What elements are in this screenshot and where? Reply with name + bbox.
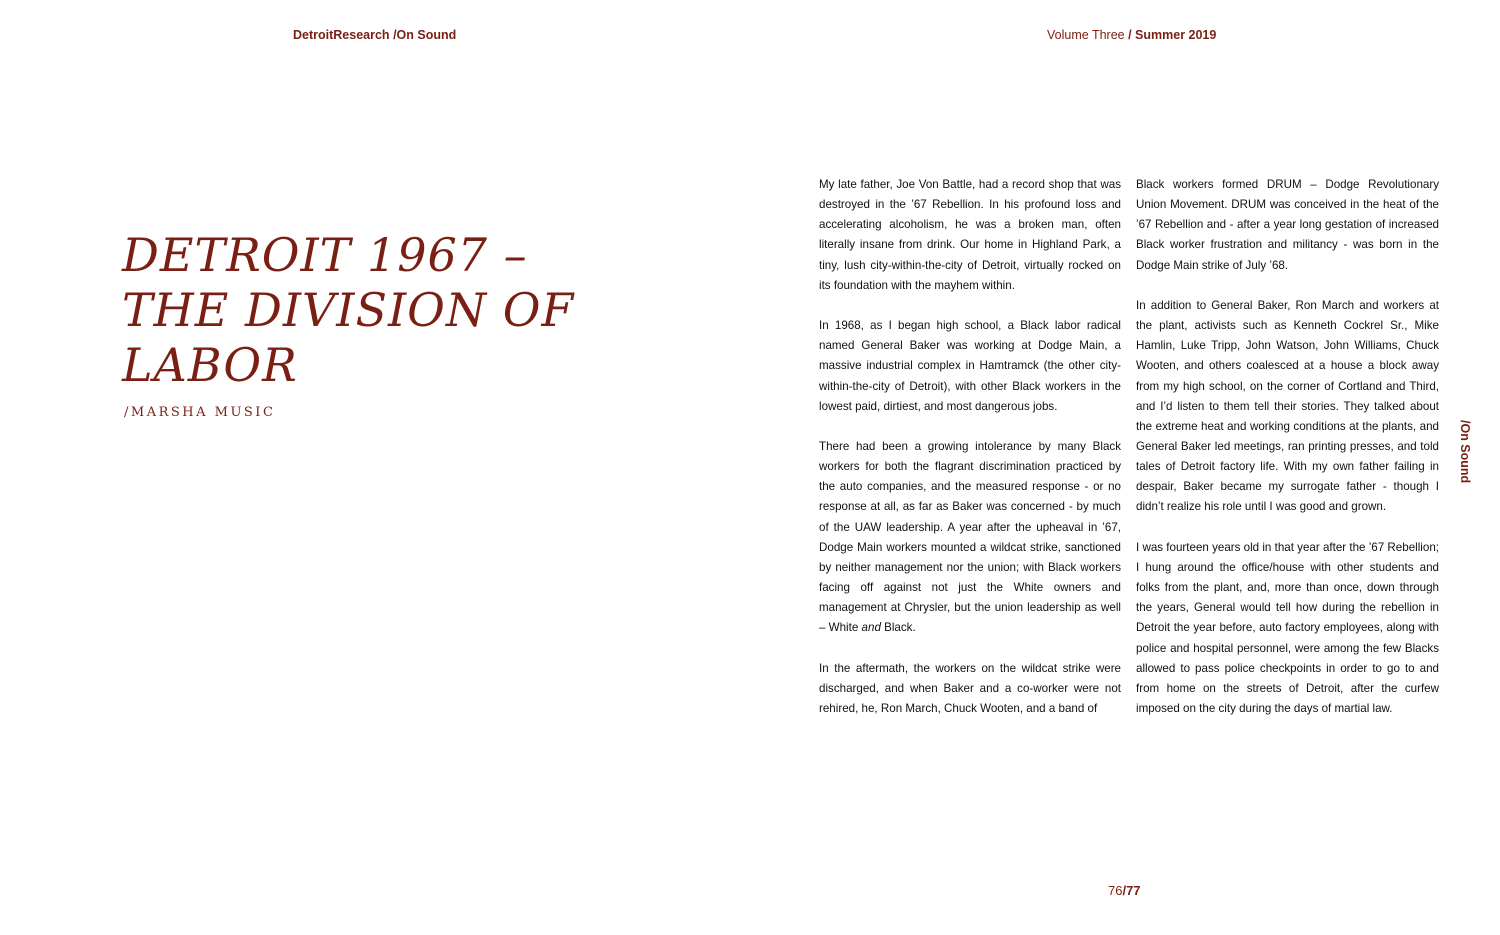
title-line: LABOR — [122, 338, 298, 392]
paragraph: In 1968, as I began high school, a Black labor radical named General Baker was working at Dodge Main, a massive industrial complex in Hamtramck (the other city-within-the-city of Detroit), with other Black workers in the lowest paid, dirtiest, and most dangerous jobs. — [819, 319, 1121, 413]
text-column-left — [819, 175, 1121, 739]
paragraph-text: There had been a growing intolerance by many Black workers for both the flagrant discrimination practiced by the auto companies, and the measured response - or no response at all, as far as Baker was concerned - by much of the UAW leadership. A year after the upheaval in ’67, Dodge Main workers mounted a wildcat strike, sanctioned by neither management nor the union; with Black workers facing off against not just the White owners and management at Chrysler, but the union leadership as well – White — [819, 440, 1121, 635]
side-section-tab: /On Sound — [1458, 420, 1472, 484]
section-name: /On Sound — [393, 28, 457, 42]
paragraph: In addition to General Baker, Ron March and workers at the plant, activists such as Kenneth Cockrel Sr., Mike Hamlin, Luke Tripp, John Watson, John Williams, Chuck Wooten, and others coalesced at a house a block away from my high school, on the corner of Cortland and Third, and I’d listen to them tell their stories. They talked about the extreme heat and working conditions at the plants, and General Baker led meetings, ran printing presses, and told tales of Detroit factory life. With my own father failing in despair, Baker became my surrogate father - though I didn’t realize his role until I was good and grown. — [1136, 298, 1439, 514]
article-title — [122, 228, 642, 393]
paragraph: My late father, Joe Von Battle, had a record shop that was destroyed in the ’67 Rebellion. In his profound loss and accelerating alcoholism, he was a broken man, often literally insane from drink. Our home in Highland Park, a tiny, lush city-within-the-city of Detroit, virtually rocked on its foundation with the mayhem within. — [819, 178, 1121, 292]
paragraph: I was fourteen years old in that year after the ’67 Rebellion; I hung around the office/house with other students and folks from the plant, and, more than once, down through the years, General would tell how during the rebellion in Detroit the year before, auto factory employees, along with police and hospital personnel, were among the few Blacks allowed to pass police checkpoints in order to go to and from home on the streets of Detroit, after the curfew imposed on the city during the days of martial law. — [1136, 540, 1439, 716]
page-number-left: 76 — [1108, 883, 1123, 898]
page-numbers — [1108, 883, 1141, 898]
author-byline: /MARSHA MUSIC — [124, 405, 276, 420]
running-header-right — [1047, 28, 1216, 42]
publication-name: DetroitResearch — [293, 28, 390, 42]
title-line: THE DIVISION OF — [122, 283, 575, 337]
issue-label: / Summer 2019 — [1128, 28, 1217, 42]
text-column-right — [1136, 175, 1439, 739]
paragraph: In the aftermath, the workers on the wildcat strike were discharged, and when Baker and a co-worker were not rehired, he, Ron March, Chuck Wooten, and a band of — [819, 661, 1121, 716]
paragraph — [819, 437, 1121, 639]
title-line: DETROIT 1967 – — [122, 228, 528, 282]
volume-label: Volume Three — [1047, 28, 1125, 42]
paragraph-text-end: Black. — [884, 621, 916, 635]
page-number-right: /77 — [1122, 883, 1141, 898]
emphasis: and — [861, 621, 881, 635]
paragraph: Black workers formed DRUM – Dodge Revolutionary Union Movement. DRUM was conceived in the heat of the ’67 Rebellion and - after a year long gestation of increased Black worker frustration and militancy - was born in the Dodge Main strike of July ’68. — [1136, 178, 1439, 272]
running-header-left — [293, 28, 456, 42]
